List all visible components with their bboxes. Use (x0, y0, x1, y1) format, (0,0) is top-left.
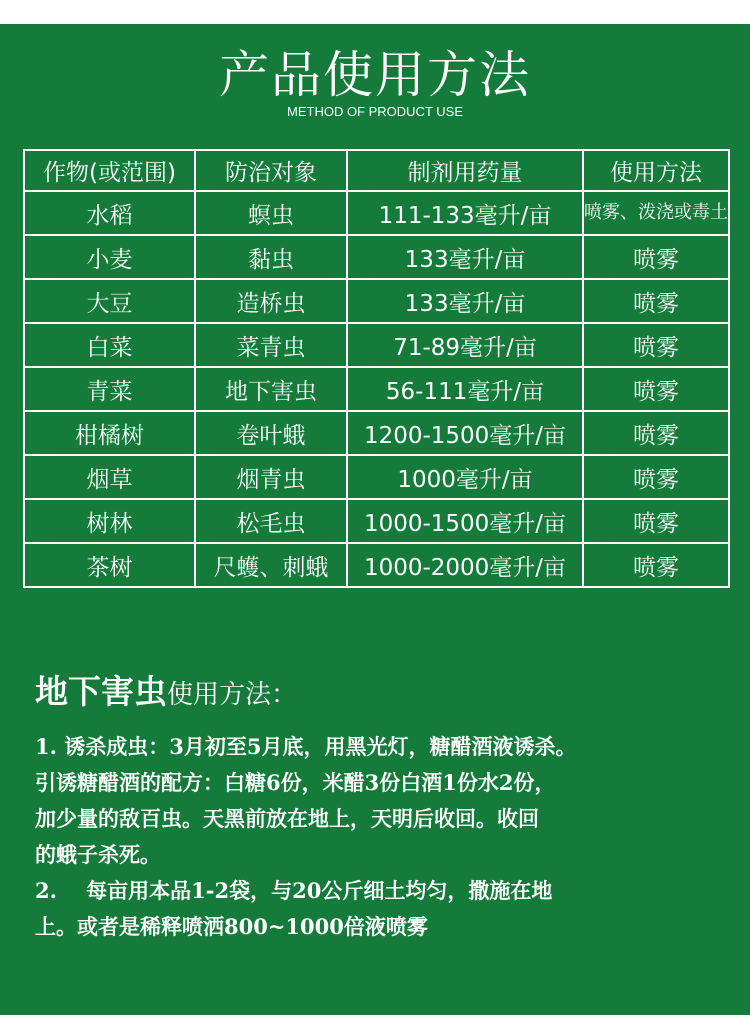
cell-method: 喷雾 (583, 499, 729, 543)
cell-method: 喷雾 (583, 455, 729, 499)
cell-crop: 烟草 (24, 455, 195, 499)
cell-dosage: 56-111毫升/亩 (347, 367, 583, 411)
table-row (24, 499, 729, 543)
table-row (24, 367, 729, 411)
cell-dosage: 133毫升/亩 (347, 235, 583, 279)
cell-crop: 水稻 (24, 191, 195, 235)
cell-crop: 树林 (24, 499, 195, 543)
cell-target: 螟虫 (195, 191, 347, 235)
page-subtitle: METHOD OF PRODUCT USE (287, 104, 463, 119)
cell-dosage: 133毫升/亩 (347, 279, 583, 323)
section-heading-sub: 使用方法： (167, 680, 298, 710)
cell-crop: 小麦 (24, 235, 195, 279)
instructions-text (35, 729, 750, 945)
cell-target: 造桥虫 (195, 279, 347, 323)
cell-method: 喷雾 (583, 411, 729, 455)
table-row (24, 191, 729, 235)
cell-target: 地下害虫 (195, 367, 347, 411)
table-row (24, 235, 729, 279)
header-method: 使用方法 (583, 150, 729, 191)
cell-crop: 茶树 (24, 543, 195, 587)
header-crop: 作物(或范围) (24, 150, 195, 191)
table-row (24, 279, 729, 323)
instruction-line: 2. 每亩用本品1-2袋，与20公斤细土均匀，撒施在地 (35, 878, 553, 903)
cell-method: 喷雾 (583, 235, 729, 279)
table-row (24, 323, 729, 367)
instruction-line: 加少量的敌百虫。天黑前放在地上，天明后收回。收回 (35, 806, 539, 831)
cell-dosage: 71-89毫升/亩 (347, 323, 583, 367)
cell-dosage: 1200-1500毫升/亩 (347, 411, 583, 455)
cell-crop: 白菜 (24, 323, 195, 367)
cell-target: 菜青虫 (195, 323, 347, 367)
instruction-line: 上。或者是稀释喷洒800~1000倍液喷雾 (35, 914, 428, 939)
cell-dosage: 111-133毫升/亩 (347, 191, 583, 235)
cell-target: 黏虫 (195, 235, 347, 279)
cell-target: 烟青虫 (195, 455, 347, 499)
cell-crop: 青菜 (24, 367, 195, 411)
cell-dosage: 1000-2000毫升/亩 (347, 543, 583, 587)
instruction-line: 的蛾子杀死。 (35, 842, 161, 867)
table-row (24, 411, 729, 455)
cell-method: 喷雾 (583, 543, 729, 587)
header-dosage: 制剂用药量 (347, 150, 583, 191)
cell-target: 松毛虫 (195, 499, 347, 543)
cell-dosage: 1000-1500毫升/亩 (347, 499, 583, 543)
table-row (24, 543, 729, 587)
header-target: 防治对象 (195, 150, 347, 191)
cell-method: 喷雾 (583, 367, 729, 411)
page-title: 产品使用方法 (219, 46, 531, 104)
usage-table (23, 149, 730, 588)
section-heading (35, 666, 297, 713)
cell-target: 尺蠖、刺蛾 (195, 543, 347, 587)
instruction-line: 引诱糖醋酒的配方：白糖6份，米醋3份白酒1份水2份， (35, 770, 556, 795)
instruction-line: 1. 诱杀成虫：3月初至5月底，用黑光灯，糖醋酒液诱杀。 (35, 734, 577, 759)
table-header-row (24, 150, 729, 191)
cell-target: 卷叶蛾 (195, 411, 347, 455)
cell-method: 喷雾 (583, 323, 729, 367)
cell-crop: 大豆 (24, 279, 195, 323)
cell-method: 喷雾、泼浇或毒土 (583, 191, 729, 235)
section-heading-main: 地下害虫 (35, 672, 167, 711)
table-row (24, 455, 729, 499)
green-panel (0, 24, 750, 1015)
cell-dosage: 1000毫升/亩 (347, 455, 583, 499)
cell-crop: 柑橘树 (24, 411, 195, 455)
cell-method: 喷雾 (583, 279, 729, 323)
